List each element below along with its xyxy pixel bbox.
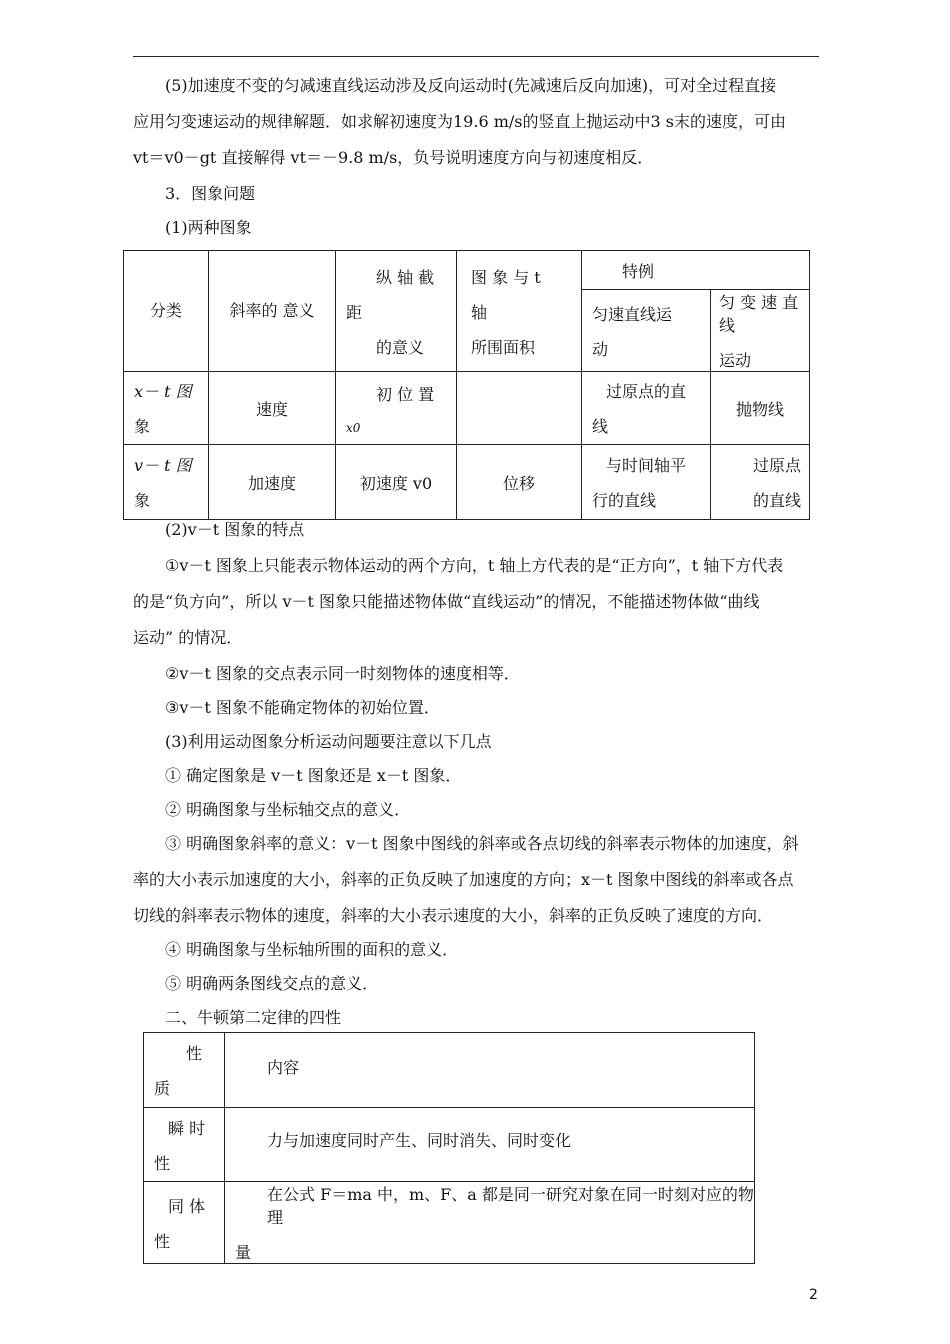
header-area: 图 象 与 t 轴 所围面积 [457, 251, 582, 372]
t2-row-1-content: 力与加速度同时产生、同时消失、同时变化 [225, 1108, 755, 1182]
section-2-item-2: ②v－t 图象的交点表示同一时刻物体的速度相等． [165, 664, 520, 683]
t2-row-1-label: 瞬 时 性 [144, 1108, 225, 1182]
section-3-item-4: ④ 明确图象与坐标轴所围的面积的意义． [165, 940, 459, 959]
row-vt-intercept: 初速度 v0 [336, 445, 457, 520]
section-2-item-3: ③v－t 图象不能确定物体的初始位置． [165, 698, 440, 717]
header-category: 分类 [124, 251, 209, 372]
row-xt-uniform: 过原点的直 线 [582, 372, 711, 445]
t2-header-property: 性 质 [144, 1033, 225, 1108]
header-accelerated-motion: 匀 变 速 直 线 运动 [711, 290, 810, 372]
heading-3: 3．图象问题 [165, 184, 256, 203]
header-slope: 斜率的 意义 [209, 251, 336, 372]
header-uniform-motion: 匀速直线运 动 [582, 290, 711, 372]
row-xt-area [457, 372, 582, 445]
row-xt-accelerated: 抛物线 [711, 372, 810, 445]
section-3-item-5: ⑤ 明确两条图线交点的意义． [165, 974, 379, 993]
section-2-item-1-line-3: 运动” 的情况． [133, 628, 243, 647]
header-intercept: 纵 轴 截 距 的意义 [336, 251, 457, 372]
section-3-item-3-line-1: ③ 明确图象斜率的意义：v－t 图象中图线的斜率或各点切线的斜率表示物体的加速度，斜 [165, 834, 799, 853]
t2-row-2-content: 在公式 F＝ma 中，m、F、a 都是同一研究对象在同一时刻对应的物理 量 [225, 1182, 755, 1264]
section-2-item-1-line-1: ①v－t 图象上只能表示物体运动的两个方向，t 轴上方代表的是“正方向”，t 轴下方代表 [165, 556, 784, 575]
section-3-item-1: ① 确定图象是 v－t 图象还是 x－t 图象． [165, 766, 462, 785]
paragraph-5-line-1: (5)加速度不变的匀减速直线运动涉及反向运动时(先减速后反向加速)，可对全过程直接 [165, 76, 777, 95]
section-2-item-1-line-2: 的是“负方向”，所以 v－t 图象只能描述物体做“直线运动”的情况，不能描述物体做“曲线 [133, 592, 760, 611]
graph-types-table [123, 250, 810, 520]
heading-3-1: (1)两种图象 [165, 218, 252, 237]
section-3-item-3-line-3: 切线的斜率表示物体的速度，斜率的大小表示速度的大小，斜率的正负反映了速度的方向． [133, 906, 774, 925]
paragraph-5-line-2: 应用匀变速运动的规律解题．如求解初速度为19.6 m/s的竖直上抛运动中3 s末的速度，可由 [133, 112, 786, 131]
row-xt-slope: 速度 [209, 372, 336, 445]
row-xt-label: x－ t 图 象 [124, 372, 209, 445]
t2-row-2-label: 同 体 性 [144, 1182, 225, 1264]
header-special: 特例 [582, 251, 810, 290]
t2-header-content: 内容 [225, 1033, 755, 1108]
part-2-title: 二、牛顿第二定律的四性 [165, 1008, 342, 1027]
newton-second-law-table [143, 1032, 755, 1264]
section-3-item-2: ② 明确图象与坐标轴交点的意义． [165, 800, 411, 819]
row-vt-label: v－ t 图 象 [124, 445, 209, 520]
row-xt-intercept: 初 位 置 x0 [336, 372, 457, 445]
row-vt-slope: 加速度 [209, 445, 336, 520]
header-rule [133, 56, 819, 57]
page-number: 2 [809, 1287, 818, 1303]
section-2-title: (2)v－t 图象的特点 [165, 520, 305, 539]
section-3-title: (3)利用运动图象分析运动问题要注意以下几点 [165, 732, 492, 751]
row-vt-uniform: 与时间轴平 行的直线 [582, 445, 711, 520]
section-3-item-3-line-2: 率的大小表示加速度的大小，斜率的正负反映了加速度的方向；x－t 图象中图线的斜率或各点 [133, 870, 794, 889]
row-vt-area: 位移 [457, 445, 582, 520]
row-vt-accelerated: 过原点 的直线 [711, 445, 810, 520]
paragraph-5-line-3: vt＝v0－gt 直接解得 vt＝－9.8 m/s，负号说明速度方向与初速度相反． [133, 148, 654, 167]
